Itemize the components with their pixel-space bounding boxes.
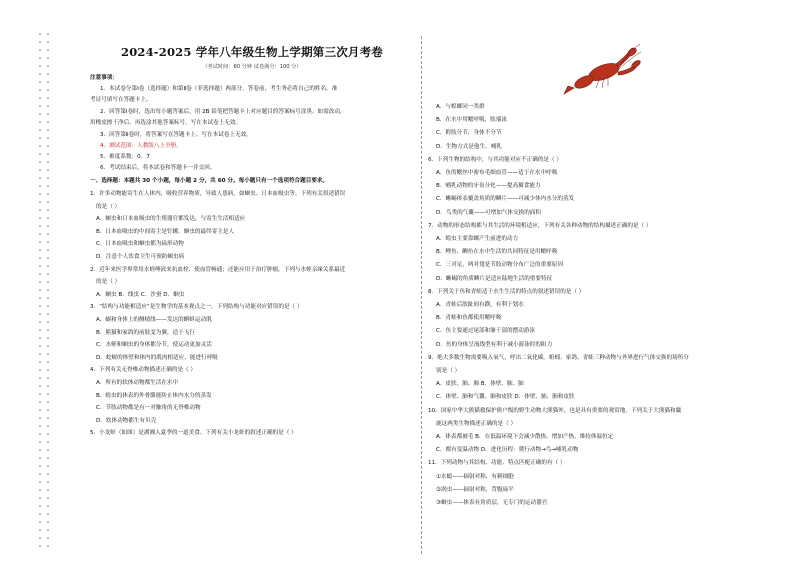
question-stem: 7．动物的形态结构都与其生活的环境相适应，下列有关各种动物的结构描述正确的是（ ）: [428, 222, 652, 229]
question-stem: 8．下列关于鱼和青蛙适于水生生活的特点的叙述错误的是（ ）: [428, 288, 585, 295]
notice-line: 2．回答第Ⅰ卷时，选出每小题答案后，用 2B 铅笔把答题卡上对应题目的答案标号涂黑。如需改动，: [100, 109, 346, 115]
question-option: B．熊猫和家鸽的前肢变为翼，适于飞行: [96, 329, 195, 336]
question-option: B．青蛙和鱼都使用鳃呼吸: [436, 315, 502, 322]
column-divider: [421, 36, 422, 554]
question-option: C．水蛭和蛔虫的身体都分节，使运动更加灵活: [96, 342, 212, 349]
question-stem: 4．下列有关无脊椎动物描述正确的是（ ）: [90, 367, 197, 374]
question-option: B．鲤鱼、鲫鱼在水中生活的共同特征是用鳃呼吸: [436, 249, 558, 256]
question-option: D．鱼的身体呈流线型有利于减小游泳时的阻力: [436, 341, 553, 348]
question-option: C．蜥蜴体表覆盖角质的鳞片——可减少体内水分的蒸发: [436, 196, 575, 203]
question-option: A．蛔虫和日本血吸虫的生殖器官都发达，与寄生生活相适应: [96, 216, 246, 223]
question-stem: 10．国家中华大熊猫救保护熊户级的野生动物大熊猫外，也是具有重要的观赏地。下列关于大熊猫和麋: [428, 407, 682, 414]
exam-subtitle: （考试时间：60 分钟 试卷满分：100 分）: [202, 64, 302, 70]
question-option: C．都有变温动物 D．进化历程：爬行动物→鸟→哺乳动物: [436, 447, 579, 454]
question-stem: 2．近年来医学界常用水蛭唾液来抗血栓、使血管畅通；还能应用于治疗肿瘤。下列与水蛭亲缘关系最近: [90, 266, 346, 273]
question-stem: 3．“结构与功能相适应”是生物学的基本观点之一。下列结构与功能对应错误的是（ ）: [90, 304, 303, 311]
notice-line: 用橡皮擦干净后，再选涂其他答案标号。写在本试卷上无效。: [90, 120, 242, 126]
question-option: C．日本血吸虫和蛔虫都为扁形动物: [96, 241, 184, 248]
question-option: C．节肢动物都是有一对触角的无脊椎动物: [96, 405, 201, 412]
notice-heading: 注意事项：: [90, 75, 118, 81]
question-option: B．哺乳动物的牙齿分化——提高摄食能力: [436, 183, 541, 190]
question-option: A．蜗和身体上的侧棱线——发达的蝌蚪运动肌: [96, 317, 212, 323]
crayfish-illustration: [560, 42, 642, 98]
question-option: A．体表都被毛 B．在低温环境下会减少散热、增加产热，维持体温恒定: [436, 434, 614, 440]
exam-title: 2024-2025 学年八年级生物上学期第三次月考卷: [121, 45, 383, 59]
question-option: D．蛇蜕的体壁和体内的肌肉相适应，能进行呼吸: [96, 354, 218, 361]
question-option: A．蝗虫主要靠螺产生前进的动力: [436, 236, 519, 242]
question-stem: 6．下列生物的结构中，与其功能对应不正确的是（ ）: [428, 156, 562, 163]
notice-line: 5．难度系数：0．7: [100, 154, 150, 160]
question-option: 别是（ ）: [436, 368, 461, 374]
question-option: A．青蛙后肢趾间有蹼，有利于划水: [436, 302, 524, 308]
notice-line: 4．测试范围：人教版八上全册。: [100, 143, 182, 149]
question-option: A．所有的软体动物都生活在水中: [96, 380, 179, 386]
question-option: C．三对足，两对翅是节肢动物分布广泛的重要原因: [436, 262, 563, 269]
question-option: B．在水中用鳃呼吸，肢端泳: [436, 117, 507, 124]
question-option: C．体壁、肺和气囊、肺和皮肤 D．体壁、肺、肺和皮肤: [436, 394, 575, 401]
question-stem: 11．下列动物与其结构、功能、特点匹配正确的有（ ）: [428, 460, 566, 467]
question-option: A．与蝗螂同一类群: [436, 104, 485, 110]
question-option: A．鱼的鳃丝中密布毛细血管——适于在水中呼吸: [436, 170, 558, 176]
question-option: D．注意个人饮食卫生可预防蛔虫病: [96, 254, 185, 260]
question-option: D．生物方式是他生、哺乳: [436, 143, 502, 150]
question-stem: 9．绝大多数生物需要吸入氧气，呼出二氧化碳。蚯蚓、家鸽、青蛙三种动物与外界进行气体交换的场所分: [428, 354, 689, 361]
question-option: D．蜥蜴的角质鳞片是适应陆地生活的重要特征: [436, 275, 553, 282]
question-option: 的是（ ）: [96, 203, 121, 210]
question-option: D．鸟类的气囊——可增加气体交换的面积: [436, 209, 541, 216]
question-option: ②涡虫——辐射对称，背腹扁平: [436, 486, 514, 493]
binding-margin-left-inner: [46, 30, 50, 550]
question-option: A．皮肤、肺、肺 B．体壁、肺、肺: [436, 381, 524, 388]
binding-margin-left: [38, 30, 42, 550]
notice-line: 6．考试结束后，将本试卷和答题卡一并交回。: [100, 165, 216, 171]
question-option: ①水螅——辐射对称，有刺细胞: [436, 473, 514, 480]
question-stem: 5．小龙虾（如图）是湖湘人夏季的一道美食。下列有关小龙虾的叙述正确的是（ ）: [90, 430, 297, 437]
question-option: 鹿这两类生物描述正确的是（ ）: [436, 420, 517, 427]
question-option: 的是（ ）: [96, 279, 121, 286]
question-option: ③蛔虫——体表有角质层，无专门的运动器官: [436, 500, 548, 506]
question-option: B．日本血吸虫的中间寄主是钉螺，蛔虫的最终寄主是人: [96, 228, 235, 235]
question-option: C．鱼主要通过尾部和躯干部的摆动游泳: [436, 328, 536, 335]
section-heading: 一、选择题：本题共 30 个小题，每小题 2 分，共 60 分。每小题只有一个选项符合题目要求。: [90, 178, 329, 184]
notice-line: 3．回答第Ⅱ卷时，将答案写在答题卡上。写在本试卷上无效。: [100, 132, 252, 138]
question-option: D．软体动物都生有贝壳: [96, 417, 157, 424]
question-option: C．附肢分节，身体不分节: [436, 130, 502, 137]
question-stem: 1．许多动物能寄生在人体内，吸收营养物质，导致人患病，如蛔虫、日本血吸虫等。下列有关叙述错误: [90, 191, 346, 197]
notice-line: 考证号填写在答题卡上。: [90, 97, 152, 103]
question-option: B．蝗虫的体表的外骨骼能防止体内水分的蒸发: [96, 392, 212, 399]
notice-line: 1．本试卷分第Ⅰ卷（选择题）和第Ⅱ卷（非选择题）两部分。答卷前，考生务必将自己的姓名、准: [100, 86, 338, 92]
question-option: A．蛔虫 B．线虫 C．沙蚕 D．蛔虫: [96, 291, 185, 298]
